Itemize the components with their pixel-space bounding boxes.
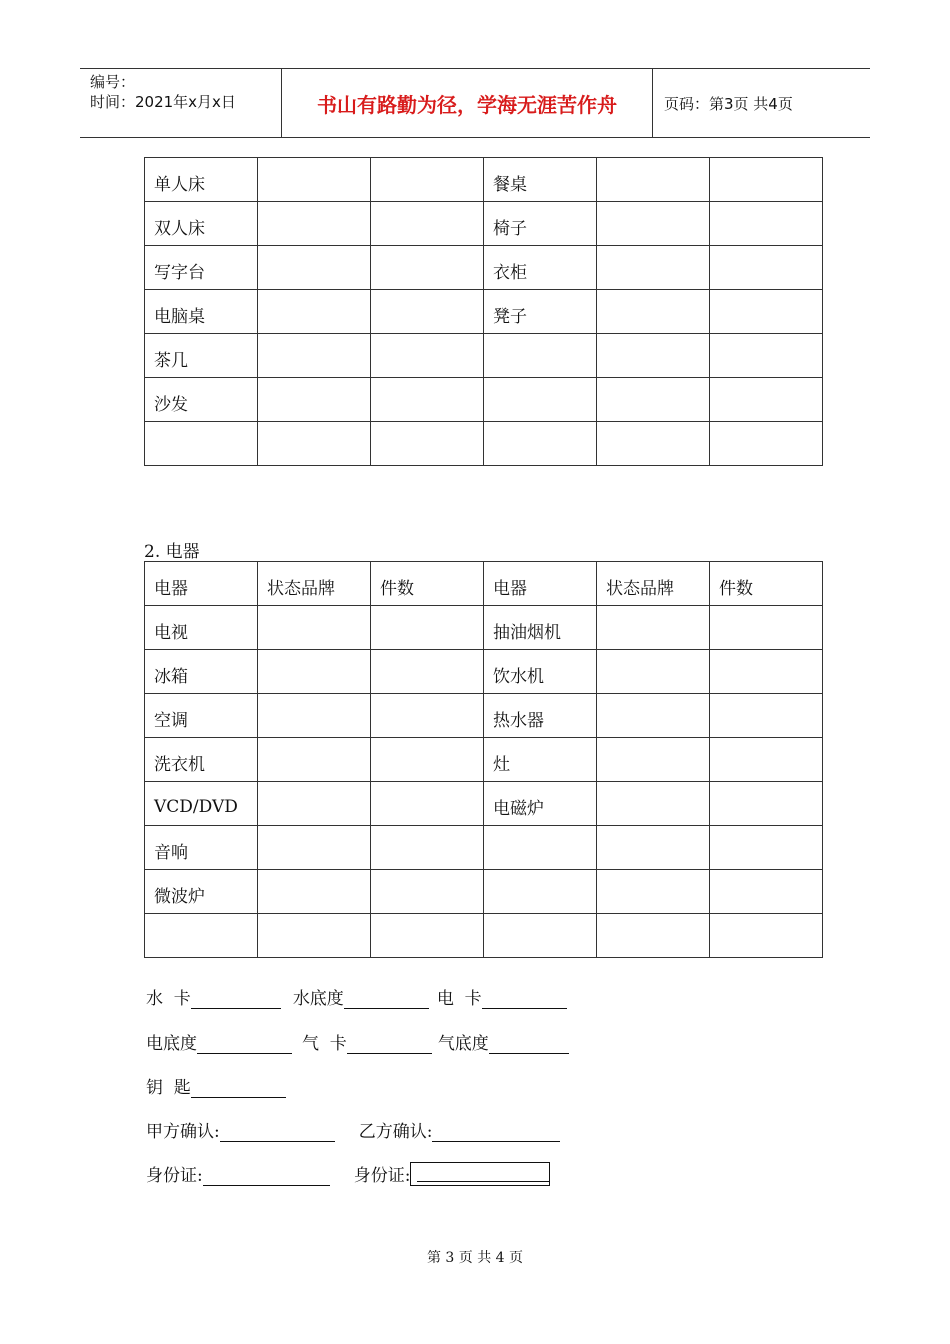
- table-cell-empty[interactable]: [597, 782, 710, 826]
- table-cell-label: 洗衣机: [145, 738, 258, 782]
- table-cell-label: 状态品牌: [258, 562, 371, 606]
- form-row-confirm: [146, 1117, 560, 1142]
- table-cell-empty[interactable]: [258, 290, 371, 334]
- table-cell-empty[interactable]: [258, 202, 371, 246]
- table-cell-empty[interactable]: [597, 378, 710, 422]
- appliance-row: [145, 694, 823, 738]
- table-cell-empty[interactable]: [597, 422, 710, 466]
- doc-time-label: 时间：2021年x月x日: [90, 93, 236, 111]
- appliance-table: [144, 561, 823, 958]
- table-cell-empty[interactable]: [597, 738, 710, 782]
- furniture-table: [144, 157, 823, 466]
- table-cell-empty[interactable]: [597, 158, 710, 202]
- id-card-a-label: 身份证:: [146, 1166, 203, 1186]
- table-cell-empty[interactable]: [371, 650, 484, 694]
- table-cell-empty[interactable]: [371, 158, 484, 202]
- appliance-row: [145, 826, 823, 870]
- table-cell-label: 音响: [145, 826, 258, 870]
- table-cell-empty[interactable]: [258, 738, 371, 782]
- furniture-row: [145, 422, 823, 466]
- table-cell-label: 件数: [710, 562, 823, 606]
- form-row-utilities-1: [146, 984, 567, 1009]
- table-cell-empty[interactable]: [258, 158, 371, 202]
- table-cell-label: 双人床: [145, 202, 258, 246]
- table-cell-empty[interactable]: [258, 694, 371, 738]
- gas-reading-label: 气底度: [437, 1034, 489, 1054]
- table-cell-label: 餐桌: [484, 158, 597, 202]
- table-cell-label: 椅子: [484, 202, 597, 246]
- page-header: [80, 68, 870, 138]
- keys-label: 钥 匙: [146, 1078, 191, 1098]
- table-cell-label: 电视: [145, 606, 258, 650]
- table-cell-empty[interactable]: [710, 650, 823, 694]
- table-cell-label: 饮水机: [484, 650, 597, 694]
- appliance-row: [145, 782, 823, 826]
- table-cell-empty[interactable]: [258, 246, 371, 290]
- id-card-b-field[interactable]: [410, 1162, 550, 1186]
- table-cell-label: 单人床: [145, 158, 258, 202]
- water-reading-label: 水底度: [292, 989, 344, 1009]
- table-cell-empty[interactable]: [597, 870, 710, 914]
- table-cell-label: 凳子: [484, 290, 597, 334]
- furniture-row: [145, 290, 823, 334]
- table-cell-empty[interactable]: [597, 914, 710, 958]
- table-cell-empty[interactable]: [597, 826, 710, 870]
- table-cell-empty[interactable]: [710, 738, 823, 782]
- table-cell-empty[interactable]: [371, 290, 484, 334]
- table-cell-label: 灶: [484, 738, 597, 782]
- table-cell-empty[interactable]: [371, 738, 484, 782]
- party-a-confirm-label: 甲方确认:: [146, 1122, 220, 1142]
- table-cell-empty[interactable]: [710, 606, 823, 650]
- table-cell-label: 电脑桌: [145, 290, 258, 334]
- appliance-section-title: 2. 电器: [144, 542, 200, 562]
- table-cell-empty[interactable]: [371, 422, 484, 466]
- table-cell-empty[interactable]: [258, 650, 371, 694]
- header-motto: 书山有路勤为径，学海无涯苦作舟: [281, 69, 653, 137]
- table-cell-empty[interactable]: [258, 782, 371, 826]
- table-cell-label: 沙发: [145, 378, 258, 422]
- furniture-row: [145, 246, 823, 290]
- table-cell-empty[interactable]: [258, 422, 371, 466]
- table-cell-empty[interactable]: [484, 422, 597, 466]
- table-cell-label: 空调: [145, 694, 258, 738]
- party-b-confirm-field[interactable]: [432, 1121, 560, 1142]
- table-cell-empty[interactable]: [710, 202, 823, 246]
- table-cell-empty[interactable]: [710, 422, 823, 466]
- table-cell-label: 微波炉: [145, 870, 258, 914]
- appliance-row: [145, 562, 823, 606]
- table-cell-empty[interactable]: [258, 378, 371, 422]
- electric-reading-label: 电底度: [146, 1034, 197, 1054]
- table-cell-empty[interactable]: [258, 914, 371, 958]
- table-cell-label: 热水器: [484, 694, 597, 738]
- table-cell-empty[interactable]: [597, 246, 710, 290]
- party-a-confirm-field[interactable]: [220, 1121, 335, 1142]
- table-cell-empty[interactable]: [371, 606, 484, 650]
- table-cell-empty[interactable]: [258, 870, 371, 914]
- table-cell-empty[interactable]: [371, 334, 484, 378]
- table-cell-empty[interactable]: [371, 782, 484, 826]
- table-cell-label: 衣柜: [484, 246, 597, 290]
- table-cell-empty[interactable]: [371, 378, 484, 422]
- table-cell-empty[interactable]: [371, 826, 484, 870]
- water-card-label: 水 卡: [146, 989, 191, 1009]
- party-b-confirm-label: 乙方确认:: [358, 1122, 433, 1142]
- table-cell-empty[interactable]: [597, 202, 710, 246]
- header-meta: [80, 69, 281, 137]
- table-cell-empty[interactable]: [371, 694, 484, 738]
- table-cell-empty[interactable]: [258, 606, 371, 650]
- table-cell-empty[interactable]: [484, 826, 597, 870]
- appliance-row: [145, 870, 823, 914]
- furniture-row: [145, 158, 823, 202]
- doc-number-label: 编号：: [90, 73, 136, 91]
- gas-card-field[interactable]: [347, 1033, 432, 1054]
- table-cell-empty[interactable]: [597, 606, 710, 650]
- table-cell-empty[interactable]: [710, 870, 823, 914]
- table-cell-empty[interactable]: [710, 246, 823, 290]
- table-cell-empty[interactable]: [371, 246, 484, 290]
- id-card-a-field[interactable]: [203, 1165, 330, 1186]
- table-cell-empty[interactable]: [371, 870, 484, 914]
- table-cell-empty[interactable]: [597, 290, 710, 334]
- table-cell-label: 电器: [484, 562, 597, 606]
- appliance-row: [145, 606, 823, 650]
- gas-card-label: 气 卡: [302, 1034, 347, 1054]
- table-cell-label: VCD/DVD: [145, 782, 258, 826]
- table-cell-label: 茶几: [145, 334, 258, 378]
- furniture-row: [145, 202, 823, 246]
- table-cell-empty[interactable]: [484, 870, 597, 914]
- electric-card-label: 电 卡: [436, 989, 482, 1009]
- table-cell-empty[interactable]: [597, 650, 710, 694]
- table-cell-empty[interactable]: [710, 694, 823, 738]
- table-cell-empty[interactable]: [484, 914, 597, 958]
- keys-field[interactable]: [191, 1077, 286, 1098]
- header-page-info: 页码：第3页 共4页: [664, 94, 793, 113]
- form-row-id: [146, 1161, 550, 1186]
- table-cell-empty[interactable]: [484, 378, 597, 422]
- appliance-row: [145, 738, 823, 782]
- water-card-field[interactable]: [191, 988, 281, 1009]
- form-row-utilities-2: [146, 1029, 569, 1054]
- table-cell-empty[interactable]: [710, 334, 823, 378]
- appliance-row: [145, 914, 823, 958]
- table-cell-empty[interactable]: [371, 202, 484, 246]
- furniture-row: [145, 378, 823, 422]
- page-footer: 第 3 页 共 4 页: [426, 1250, 524, 1266]
- table-cell-empty[interactable]: [597, 694, 710, 738]
- table-cell-label: 冰箱: [145, 650, 258, 694]
- table-cell-label: 写字台: [145, 246, 258, 290]
- gas-reading-field[interactable]: [489, 1033, 569, 1054]
- furniture-row: [145, 334, 823, 378]
- electric-card-field[interactable]: [482, 988, 567, 1009]
- table-cell-empty[interactable]: [710, 826, 823, 870]
- table-cell-label: 电磁炉: [484, 782, 597, 826]
- form-row-keys: [146, 1073, 286, 1098]
- table-cell-empty[interactable]: [145, 422, 258, 466]
- table-cell-label: 抽油烟机: [484, 606, 597, 650]
- table-cell-label: 件数: [371, 562, 484, 606]
- table-cell-empty[interactable]: [258, 334, 371, 378]
- appliance-row: [145, 650, 823, 694]
- table-cell-empty[interactable]: [710, 378, 823, 422]
- table-cell-empty[interactable]: [145, 914, 258, 958]
- table-cell-label: 状态品牌: [597, 562, 710, 606]
- table-cell-empty[interactable]: [710, 290, 823, 334]
- table-cell-empty[interactable]: [597, 334, 710, 378]
- table-cell-empty[interactable]: [484, 334, 597, 378]
- table-cell-empty[interactable]: [710, 158, 823, 202]
- id-card-b-label: 身份证:: [353, 1166, 411, 1186]
- table-cell-empty[interactable]: [371, 914, 484, 958]
- table-cell-empty[interactable]: [710, 914, 823, 958]
- table-cell-label: 电器: [145, 562, 258, 606]
- electric-reading-field[interactable]: [197, 1033, 292, 1054]
- table-cell-empty[interactable]: [710, 782, 823, 826]
- water-reading-field[interactable]: [344, 988, 429, 1009]
- table-cell-empty[interactable]: [258, 826, 371, 870]
